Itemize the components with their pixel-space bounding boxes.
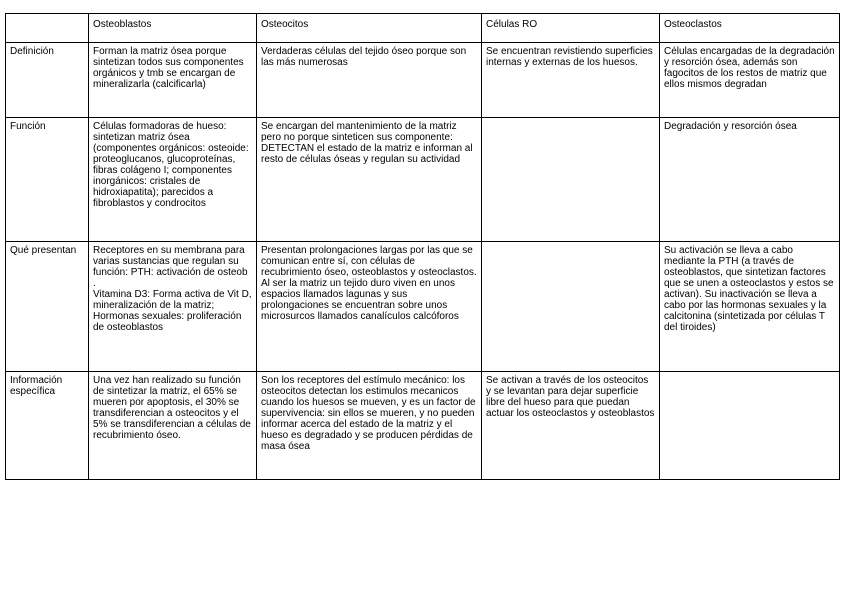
table-cell: Células formadoras de hueso: sintetizan matriz ósea (componentes orgánicos: osteoide: proteoglucanos, glucoproteínas, fibras colágeno I; componentes inorgánicos: cristales de hidroxiapatita); parecidos a fibroblastos y condrocitos [89, 118, 257, 242]
row-label: Información específica [6, 372, 89, 480]
header-cell-osteoblastos: Osteoblastos [89, 14, 257, 43]
table-row-informacion-especifica [6, 372, 840, 480]
table-row-que-presentan [6, 242, 840, 372]
table-cell [660, 372, 840, 480]
table-header-row [6, 14, 840, 43]
table-cell [482, 242, 660, 372]
table-cell: Verdaderas células del tejido óseo porque son las más numerosas [257, 43, 482, 118]
table-row-funcion [6, 118, 840, 242]
table-cell: Receptores en su membrana para varias sustancias que regulan su función: PTH: activación de osteob . Vitamina D3: Forma activa de Vit D, mineralización de la matriz; Hormonas sexuales: proliferación de osteoblastos [89, 242, 257, 372]
row-label: Definición [6, 43, 89, 118]
row-label: Función [6, 118, 89, 242]
header-cell-osteoclastos: Osteoclastos [660, 14, 840, 43]
table-cell: Su activación se lleva a cabo mediante la PTH (a través de osteoblastos, que sintetizan factores que se unen a osteoclastos y estos se activan). Su inactivación se lleva a cabo por las hormonas sexuales y la calcitonina (sintetizada por células T del tiroides) [660, 242, 840, 372]
table-cell: Se encargan del mantenimiento de la matriz pero no porque sinteticen sus componente: DETECTAN el estado de la matriz e informan al resto de células óseas y regulan su actividad [257, 118, 482, 242]
table-cell: Son los receptores del estímulo mecánico: los osteocitos detectan los estimulos mecanicos cuando los huesos se mueven, y es un factor de supervivencia: sin ellos se mueren, y no pueden informar acerca del estado de la matriz y el hueso es degradado y se producen pérdidas de masa ósea [257, 372, 482, 480]
table-cell: Se activan a través de los osteocitos y se levantan para dejar superficie libre del hueso para que puedan actuar los osteoclastos y osteoblastos [482, 372, 660, 480]
table-cell [482, 118, 660, 242]
comparison-table [5, 13, 840, 480]
table-cell: Degradación y resorción ósea [660, 118, 840, 242]
row-label: Qué presentan [6, 242, 89, 372]
table-cell: Se encuentran revistiendo superficies internas y externas de los huesos. [482, 43, 660, 118]
header-cell-celulas-ro: Células RO [482, 14, 660, 43]
header-cell-empty [6, 14, 89, 43]
table-cell: Forman la matriz ósea porque sintetizan todos sus componentes orgánicos y tmb se encargan de mineralizarla (calcificarla) [89, 43, 257, 118]
table-row-definicion [6, 43, 840, 118]
table-cell: Células encargadas de la degradación y resorción ósea, además son fagocitos de los restos de matriz que ellos mismos degradan [660, 43, 840, 118]
table-cell: Presentan prolongaciones largas por las que se comunican entre sí, con células de recubrimiento óseo, osteoblastos y osteoclastos. Al ser la matriz un tejido duro viven en unos espacios llamados lagunas y sus prolongaciones se encuentran sobre unos microsurcos llamados canalículos calcóforos [257, 242, 482, 372]
table-cell: Una vez han realizado su función de sintetizar la matriz, el 65% se mueren por apoptosis, el 30% se transdiferencian a osteocitos y el 5% se transdiferencian a células de recubrimiento óseo. [89, 372, 257, 480]
header-cell-osteocitos: Osteocitos [257, 14, 482, 43]
